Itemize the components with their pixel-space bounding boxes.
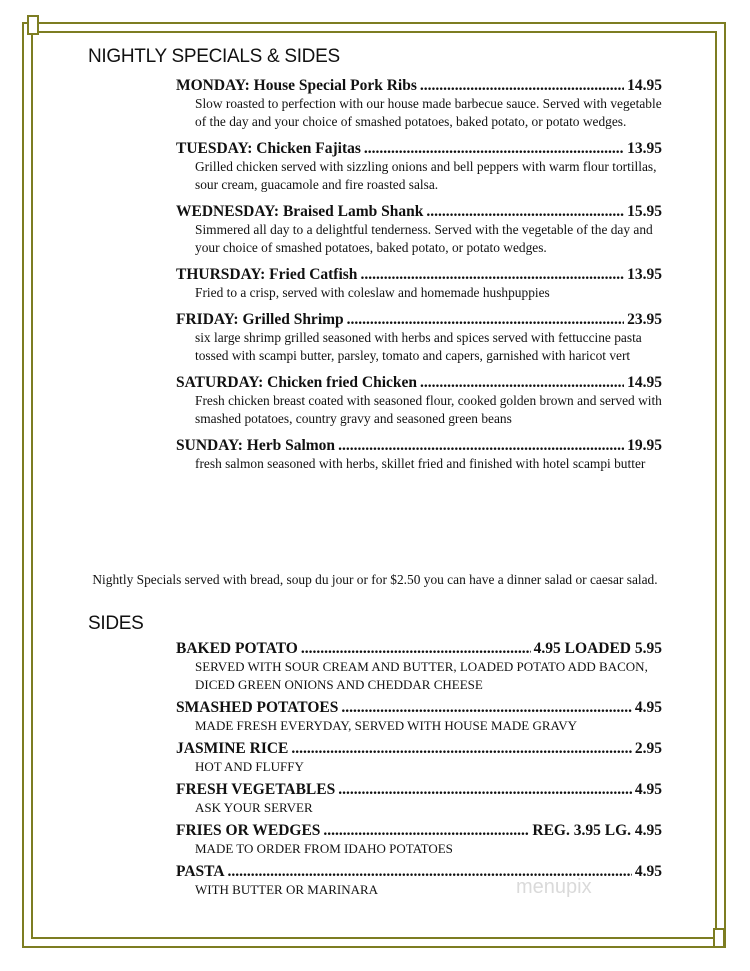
item-price: 4.95 xyxy=(634,699,662,716)
menu-item xyxy=(176,139,662,194)
specials-list xyxy=(176,76,662,481)
item-title: THURSDAY: Fried Catfish xyxy=(176,266,358,283)
specials-heading: NIGHTLY SPECIALS & SIDES xyxy=(88,46,340,67)
border-ornament xyxy=(713,928,725,948)
item-price: 14.95 xyxy=(627,374,662,391)
item-price: 19.95 xyxy=(627,437,662,454)
item-description: six large shrimp grilled seasoned with herbs and spices served with fettuccine pasta tossed with scampi butter, parsley, tomato and capers, garnished with haricot vert xyxy=(195,330,642,363)
side-item xyxy=(176,639,662,694)
dot-leader xyxy=(420,373,624,392)
specials-note: Nightly Specials served with bread, soup du jour or for $2.50 you can have a dinner salad or caesar salad. xyxy=(92,572,658,587)
item-price: 13.95 xyxy=(627,266,662,283)
item-description: fresh salmon seasoned with herbs, skillet fried and finished with hotel scampi butter xyxy=(195,456,646,471)
item-description: SERVED WITH SOUR CREAM AND BUTTER, LOADED POTATO ADD BACON, DICED GREEN ONIONS AND CHEDDAR CHEESE xyxy=(195,659,648,692)
dot-leader xyxy=(338,780,632,799)
item-title: SUNDAY: Herb Salmon xyxy=(176,437,336,454)
item-title: MONDAY: House Special Pork Ribs xyxy=(176,77,417,94)
item-description: HOT AND FLUFFY xyxy=(195,759,304,774)
dot-leader xyxy=(420,76,624,95)
item-title: TUESDAY: Chicken Fajitas xyxy=(176,140,361,157)
dot-leader xyxy=(347,310,624,329)
item-description: Grilled chicken served with sizzling onions and bell peppers with warm flour tortillas, sour cream, guacamole and fire roasted salsa. xyxy=(195,159,657,192)
dot-leader xyxy=(323,821,529,840)
item-description: ASK YOUR SERVER xyxy=(195,800,313,815)
item-title: SATURDAY: Chicken fried Chicken xyxy=(176,374,417,391)
dot-leader xyxy=(341,698,632,717)
menu-item xyxy=(176,373,662,428)
item-title: BAKED POTATO xyxy=(176,640,298,657)
item-price: 15.95 xyxy=(627,203,662,220)
side-item xyxy=(176,739,662,776)
item-price: 23.95 xyxy=(627,311,662,328)
watermark: menupix xyxy=(516,876,592,898)
side-item xyxy=(176,780,662,817)
menu-item xyxy=(176,265,662,302)
dot-leader xyxy=(360,265,624,284)
dot-leader xyxy=(338,436,624,455)
item-price: 4.95 xyxy=(634,781,662,798)
item-description: Fresh chicken breast coated with seasoned flour, cooked golden brown and served with smashed potatoes, country gravy and seasoned green beans xyxy=(195,393,662,426)
menu-item xyxy=(176,202,662,257)
sides-heading: SIDES xyxy=(88,613,144,634)
item-description: Simmered all day to a delightful tenderness. Served with the vegetable of the day and your choice of smashed potatoes, baked potato, or potato wedges. xyxy=(195,222,653,255)
dot-leader xyxy=(291,739,631,758)
dot-leader xyxy=(301,639,531,658)
menu-item xyxy=(176,310,662,365)
item-price: REG. 3.95 LG. 4.95 xyxy=(532,822,662,839)
side-item xyxy=(176,698,662,735)
dot-leader xyxy=(364,139,624,158)
item-price: 4.95 LOADED 5.95 xyxy=(533,640,662,657)
item-title: FRIES OR WEDGES xyxy=(176,822,321,839)
item-price: 2.95 xyxy=(634,740,662,757)
item-description: WITH BUTTER OR MARINARA xyxy=(195,882,379,897)
item-description: MADE TO ORDER FROM IDAHO POTATOES xyxy=(195,841,453,856)
item-price: 13.95 xyxy=(627,140,662,157)
item-price: 4.95 xyxy=(634,863,662,880)
sides-list xyxy=(176,639,662,903)
menu-item xyxy=(176,436,662,473)
dot-leader xyxy=(426,202,624,221)
item-title: WEDNESDAY: Braised Lamb Shank xyxy=(176,203,424,220)
side-item xyxy=(176,821,662,858)
item-title: SMASHED POTATOES xyxy=(176,699,339,716)
item-price: 14.95 xyxy=(627,77,662,94)
border-ornament xyxy=(27,15,39,35)
item-title: FRESH VEGETABLES xyxy=(176,781,336,798)
item-description: Slow roasted to perfection with our house made barbecue sauce. Served with vegetable of the day and your choice of smashed potatoes, baked potato, or potato wedges. xyxy=(195,96,662,129)
item-description: MADE FRESH EVERYDAY, SERVED WITH HOUSE MADE GRAVY xyxy=(195,718,578,733)
item-title: PASTA xyxy=(176,863,225,880)
item-title: JASMINE RICE xyxy=(176,740,289,757)
item-title: FRIDAY: Grilled Shrimp xyxy=(176,311,344,328)
item-description: Fried to a crisp, served with coleslaw and homemade hushpuppies xyxy=(195,285,550,300)
menu-item xyxy=(176,76,662,131)
